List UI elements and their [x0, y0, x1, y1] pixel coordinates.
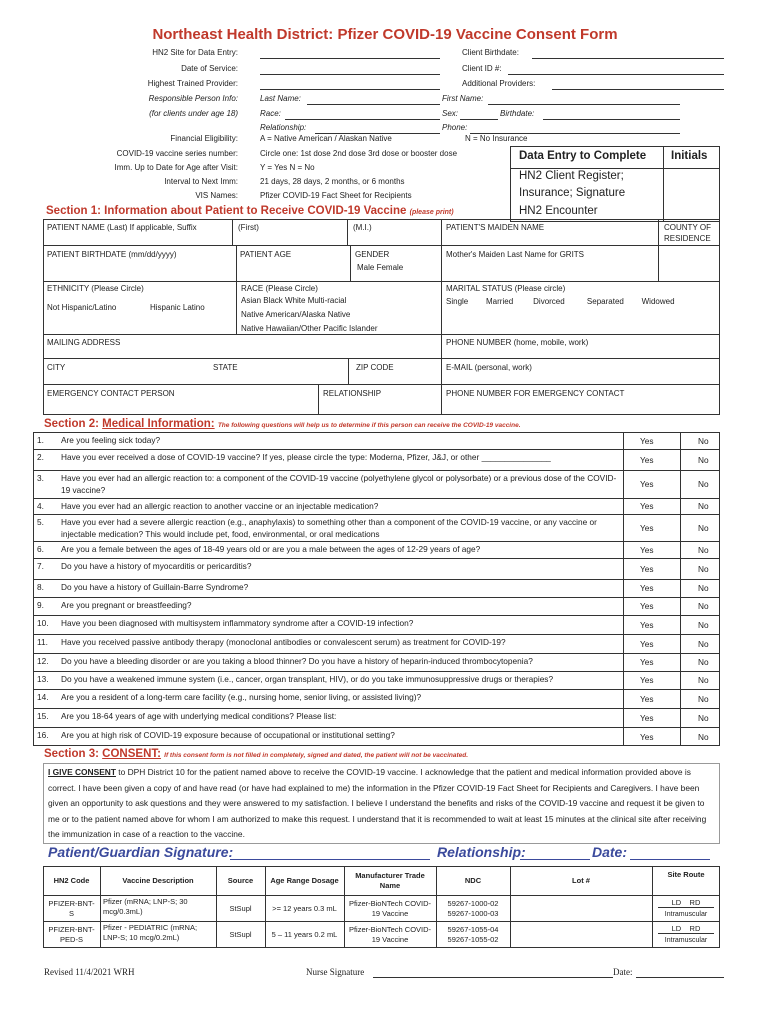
nurse-date-field[interactable]	[636, 977, 724, 978]
section3-title: Section 3: CONSENT: If this consent form is not filled in completely, signed and dated, the patient will not be vaccinated.	[44, 748, 469, 760]
question-text: Have you ever had a severe allergic reaction (e.g., anaphylaxis) to something other than a component of the COVID-19 vaccine, or any vaccine or injectable medication? This would include pet, food, environmental, or oral medications	[61, 517, 597, 539]
first-name-field[interactable]	[488, 104, 680, 105]
answer-yes[interactable]: Yes	[640, 545, 654, 555]
header-label: Financial Eligibility:	[170, 134, 238, 143]
answer-yes[interactable]: Yes	[640, 694, 654, 704]
question-text: Do you have a weakened immune system (i.e., cancer, organ transplant, HIV), or do you take immunosuppressive drugs or therapies?	[61, 674, 554, 684]
vaccine-description: Pfizer - PEDIATRIC (mRNA; LNP-S; 10 mcg/0.2mL)	[103, 923, 198, 942]
section1-title: Section 1: Information about Patient to Receive COVID-19 Vaccine (please print)	[46, 205, 454, 217]
question-number: 7.	[37, 561, 44, 571]
question-text: Are you feeling sick today?	[61, 435, 161, 445]
route: Intramuscular	[664, 911, 708, 918]
answer-no[interactable]: No	[698, 501, 709, 511]
answer-yes[interactable]: Yes	[640, 713, 654, 723]
birthdate-label: Birthdate:	[500, 109, 535, 118]
question-text: Are you pregnant or breastfeeding?	[61, 600, 192, 610]
gender-options[interactable]: Male Female	[357, 263, 404, 272]
email-cell[interactable]: E-MAIL (personal, work)	[446, 363, 532, 372]
question-text: Do you have a history of Guillain-Barre Syndrome?	[61, 582, 249, 592]
header-label: Interval to Next Imm:	[164, 177, 238, 186]
last-name-field[interactable]	[307, 104, 440, 105]
race-options[interactable]: Native Hawaiian/Other Pacific Islander	[241, 324, 378, 333]
ethnicity-option[interactable]: Not Hispanic/Latino	[47, 303, 117, 312]
question-text: Have you received passive antibody therapy (monoclonal antibodies or convalescent serum) as treatment for COVID-19?	[61, 637, 506, 647]
data-entry-item: Insurance; Signature	[519, 187, 626, 199]
question-text: Have you ever had an allergic reaction to: a component of the COVID-19 vaccine (polyethylene glycol or polysorbate) or a previous dose of the COVID-19 vaccine?	[61, 473, 617, 495]
revised-note: Revised 11/4/2021 WRH	[44, 967, 135, 977]
financial-a[interactable]: A = Native American / Alaskan Native	[260, 134, 392, 143]
answer-yes[interactable]: Yes	[640, 639, 654, 649]
answer-no[interactable]: No	[698, 523, 709, 533]
question-text: Do you have a history of myocarditis or pericarditis?	[61, 561, 252, 571]
emergency-relationship-cell[interactable]: RELATIONSHIP	[323, 389, 382, 398]
header-label: Imm. Up to Date for Age after Visit:	[114, 163, 238, 172]
interval-options[interactable]: 21 days, 28 days, 2 months, or 6 months	[260, 177, 405, 186]
question-number: 15.	[37, 711, 49, 721]
manufacturer: Pfizer-BioNTech COVID-19 Vaccine	[348, 898, 432, 918]
answer-no[interactable]: No	[698, 436, 709, 446]
question-number: 14.	[37, 692, 49, 702]
up-to-date-options[interactable]: Y = Yes N = No	[260, 163, 315, 172]
site-header: Site Route	[667, 870, 705, 879]
relationship-sig-label: Relationship:	[437, 844, 526, 860]
client-birthdate-label: Client Birthdate:	[462, 48, 519, 57]
additional-providers-label: Additional Providers:	[462, 79, 536, 88]
answer-no[interactable]: No	[698, 713, 709, 723]
client-birthdate-field[interactable]	[532, 58, 724, 59]
question-text: Are you a resident of a long-term care facility (e.g., nursing home, senior living, or assisted living)?	[61, 692, 422, 702]
header-label: HN2 Site for Data Entry:	[152, 48, 238, 57]
lot-number[interactable]	[513, 896, 649, 921]
question-number: 16.	[37, 730, 49, 740]
consent-text: I GIVE CONSENT to DPH District 10 for the patient named above to receive the COVID-19 vaccine. I acknowledge that the patient and medical information provided above is correct. I have been given a copy of and have read (or have had explained to me) the information in the Pfizer COVID-19 Fact Sheet for Recipients and Caregivers. I have been given an opportunity to ask questions and they were answered to my satisfaction. I believe I understand the benefits and risks of the COVID-19 vaccine and request it be given to me or to the patient named above for whom I am authorized to make this request. I understand that it is recommended to wait at least 15 minutes at the clinical site after receiving the immunization in case of a reaction to the vaccine.	[48, 767, 707, 840]
race-label: Race:	[260, 109, 281, 118]
question-text: Have you ever had an allergic reaction to another vaccine or an injectable medication?	[61, 501, 379, 511]
question-number: 5.	[37, 517, 44, 527]
page-title: Northeast Health District: Pfizer COVID-19 Vaccine Consent Form	[152, 26, 618, 43]
mailing-address-cell[interactable]: MAILING ADDRESS	[47, 338, 121, 347]
phone-cell[interactable]: PHONE NUMBER (home, mobile, work)	[446, 338, 589, 347]
site-options[interactable]: LD RD	[658, 898, 714, 908]
answer-no[interactable]: No	[698, 657, 709, 667]
header-label: Highest Trained Provider:	[147, 79, 238, 88]
data-entry-item: HN2 Client Register;	[519, 170, 624, 182]
race-label: RACE (Please Circle)	[241, 284, 318, 293]
answer-yes[interactable]: Yes	[640, 455, 654, 465]
nurse-date-label: Date:	[613, 967, 633, 977]
answer-yes[interactable]: Yes	[640, 583, 654, 593]
site-options[interactable]: LD RD	[658, 924, 714, 934]
answer-yes[interactable]: Yes	[640, 501, 654, 511]
answer-no[interactable]: No	[698, 675, 709, 685]
race-options[interactable]: Asian Black White Multi-racial	[241, 296, 347, 305]
question-text: Are you 18-64 years of age with underlying medical conditions? Please list:	[61, 711, 337, 721]
question-number: 2.	[37, 452, 44, 462]
sex-label: Sex:	[442, 109, 459, 118]
question-text: Are you at high risk of COVID-19 exposure because of occupational or institutional setting?	[61, 730, 395, 740]
vaccine-description-header: Vaccine Description	[122, 875, 194, 885]
ndc-header: NDC	[464, 875, 482, 885]
zip-cell[interactable]: ZIP CODE	[356, 363, 394, 372]
relationship-label: Relationship:	[260, 123, 307, 132]
signature-label: Patient/Guardian Signature:	[48, 844, 234, 860]
question-text: Have you been diagnosed with multisystem inflammatory syndrome after a COVID-19 infection?	[61, 618, 414, 628]
vaccine-description: Pfizer (mRNA; LNP-S; 30 mcg/0.3mL)	[103, 897, 188, 916]
marital-options[interactable]: Single Married Divorced Separated Widowed	[446, 297, 675, 306]
age-range: 5 – 11 years 0.2 mL	[271, 930, 338, 939]
patient-name-label[interactable]: PATIENT NAME (Last) If applicable, Suffix	[47, 223, 197, 232]
header-label: Date of Service:	[181, 64, 238, 73]
county-cell[interactable]: COUNTY OF RESIDENCE	[664, 223, 711, 243]
client-id-field[interactable]	[508, 74, 724, 75]
question-number: 13.	[37, 674, 49, 684]
client-id-label: Client ID #:	[462, 64, 502, 73]
patient-birthdate-cell[interactable]: PATIENT BIRTHDATE (mm/dd/yyyy)	[47, 250, 177, 259]
answer-no[interactable]: No	[698, 545, 709, 555]
nurse-signature-field[interactable]	[373, 977, 613, 978]
mi-cell[interactable]: (M.I.)	[353, 223, 372, 232]
answer-no[interactable]: No	[698, 583, 709, 593]
question-number: 9.	[37, 600, 44, 610]
question-number: 4.	[37, 501, 44, 511]
data-entry-heading: Data Entry to Complete	[519, 150, 647, 162]
race-options[interactable]: Native American/Alaska Native	[241, 310, 351, 319]
age-range: >= 12 years 0.3 mL	[272, 903, 337, 913]
lot-header: Lot #	[572, 875, 590, 885]
city-cell[interactable]: CITY	[47, 363, 66, 372]
sex-field[interactable]	[460, 119, 498, 120]
patient-info-grid	[43, 219, 720, 415]
question-number: 1.	[37, 435, 44, 445]
question-text: Have you ever received a dose of COVID-19 vaccine? If yes, please circle the type: Moderna, Pfizer, J&J, or other _______________	[61, 452, 551, 462]
series-options[interactable]: Circle one: 1st dose 2nd dose 3rd dose or booster dose	[260, 149, 458, 158]
header-label: VIS Names:	[195, 191, 238, 200]
patient-age-cell[interactable]: PATIENT AGE	[240, 250, 292, 259]
question-number: 12.	[37, 656, 49, 666]
answer-yes[interactable]: Yes	[640, 657, 654, 667]
additional-providers-field[interactable]	[552, 89, 724, 90]
answer-yes[interactable]: Yes	[640, 523, 654, 533]
question-number: 6.	[37, 544, 44, 554]
date-sig-field[interactable]	[630, 859, 710, 860]
header-label: (for clients under age 18)	[149, 109, 238, 118]
phone-label: Phone:	[442, 123, 468, 132]
ndc: 59267-1000-02 59267-1000-03	[447, 898, 499, 918]
answer-yes[interactable]: Yes	[640, 564, 654, 574]
financial-n[interactable]: N = No Insurance	[465, 134, 528, 143]
hn2-code: PFIZER-BNT-PED-S	[48, 925, 95, 944]
hn2-code: PFIZER-BNT-S	[48, 898, 95, 918]
question-number: 8.	[37, 582, 44, 592]
route: Intramuscular	[664, 937, 708, 944]
mother-maiden-cell[interactable]: Mother's Maiden Last Name for GRITS	[446, 250, 585, 259]
site-field[interactable]	[260, 58, 440, 59]
manufacturer-header: Manufacturer Trade Name	[355, 870, 425, 890]
gender-cell: GENDER	[355, 250, 390, 259]
question-text: Do you have a bleeding disorder or are you taking a blood thinner? Do you have a history of heparin-induced thrombocytopenia?	[61, 656, 533, 666]
question-number: 10.	[37, 618, 49, 628]
age-range-header: Age Range Dosage	[270, 875, 339, 885]
answer-no[interactable]: No	[698, 564, 709, 574]
initials-heading: Initials	[671, 150, 708, 162]
source: StSupl	[229, 930, 252, 939]
answer-no[interactable]: No	[698, 620, 709, 630]
source: StSupl	[229, 903, 252, 913]
answer-no[interactable]: No	[698, 732, 709, 742]
answer-no[interactable]: No	[698, 694, 709, 704]
ethnicity-label: ETHNICITY (Please Circle)	[47, 284, 144, 293]
last-name-label: Last Name:	[260, 94, 301, 103]
first-name-cell[interactable]: (First)	[238, 223, 259, 232]
answer-no[interactable]: No	[698, 455, 709, 465]
ndc: 59267-1055-04 59267-1055-02	[447, 925, 499, 944]
nurse-signature-label: Nurse Signature	[306, 967, 365, 977]
vis-names: Pfizer COVID-19 Fact Sheet for Recipients	[260, 191, 412, 200]
emergency-contact-cell[interactable]: EMERGENCY CONTACT PERSON	[47, 389, 175, 398]
answer-no[interactable]: No	[698, 601, 709, 611]
question-text: Are you a female between the ages of 18-49 years old or are you a male between the ages of 12-29 years of age?	[61, 544, 481, 554]
ethnicity-option[interactable]: Hispanic Latino	[150, 303, 205, 312]
hn2-code-header: HN2 Code	[53, 875, 90, 885]
emergency-phone-cell[interactable]: PHONE NUMBER FOR EMERGENCY CONTACT	[446, 389, 625, 398]
manufacturer: Pfizer-BioNTech COVID-19 Vaccine	[348, 925, 432, 944]
answer-yes[interactable]: Yes	[640, 601, 654, 611]
lot-number[interactable]	[513, 922, 649, 948]
relationship-sig-field[interactable]	[520, 859, 590, 860]
section2-title: Section 2: Medical Information: The following questions will help us to determine if this person can receive the COVID-19 vaccine.	[44, 418, 521, 430]
header-label: COVID-19 vaccine series number:	[116, 149, 238, 158]
answer-yes[interactable]: Yes	[640, 675, 654, 685]
maiden-name-cell[interactable]: PATIENT'S MAIDEN NAME	[446, 223, 545, 232]
data-entry-item: HN2 Encounter	[519, 205, 598, 217]
data-entry-box	[510, 146, 720, 222]
date-sig-label: Date:	[592, 844, 628, 860]
answer-no[interactable]: No	[698, 479, 709, 489]
birthdate-field[interactable]	[543, 119, 680, 120]
question-number: 3.	[37, 473, 44, 483]
answer-yes[interactable]: Yes	[640, 479, 654, 489]
date-of-service-field[interactable]	[260, 74, 440, 75]
header-label: Responsible Person Info:	[148, 94, 238, 103]
race-field[interactable]	[285, 119, 440, 120]
answer-yes[interactable]: Yes	[640, 436, 654, 446]
answer-yes[interactable]: Yes	[640, 732, 654, 742]
marital-label: MARITAL STATUS (Please circle)	[446, 284, 566, 293]
answer-yes[interactable]: Yes	[640, 620, 654, 630]
source-header: Source	[227, 875, 254, 885]
question-number: 11.	[37, 637, 48, 647]
first-name-label: First Name:	[442, 94, 484, 103]
answer-no[interactable]: No	[698, 639, 709, 649]
state-cell[interactable]: STATE	[213, 363, 238, 372]
signature-field[interactable]	[230, 859, 430, 860]
trained-provider-field[interactable]	[260, 89, 440, 90]
